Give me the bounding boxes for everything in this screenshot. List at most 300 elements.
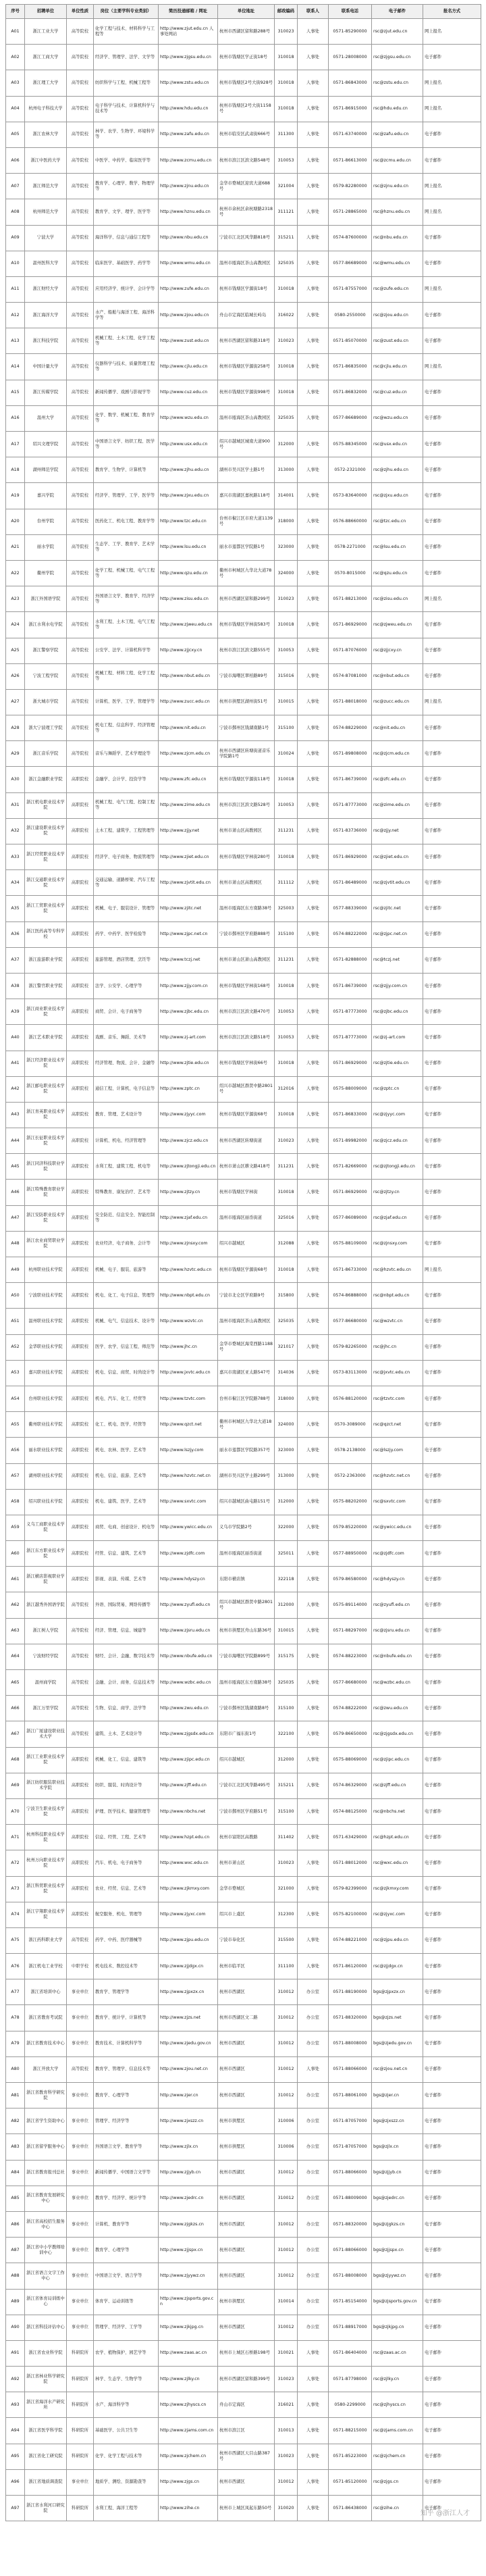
table-cell[interactable]: rsc@zj-art.com — [372, 1025, 423, 1051]
table-cell: 浙江警察学院 — [25, 638, 67, 663]
table-cell[interactable]: rsc@zisu.edu.cn — [372, 586, 423, 612]
table-cell[interactable]: http://www.wmu.edu.cn — [159, 251, 218, 276]
table-cell[interactable]: bgs@zjjspx.cn — [372, 2238, 423, 2263]
table-cell[interactable]: rsc@nbchs.net — [372, 1798, 423, 1824]
table-cell[interactable]: rsc@zjgsu.edu.cn — [372, 45, 423, 70]
table-cell[interactable]: rsc@zufe.edu.cn — [372, 276, 423, 302]
table-cell[interactable]: http://www.hzvtc.edu.cn — [159, 1257, 218, 1283]
table-cell: 人事处 — [298, 328, 329, 354]
table-cell: 杭州市滨江区滨文路555号 — [218, 638, 275, 663]
table-cell: A97 — [6, 2496, 25, 2521]
table-cell[interactable]: bgs@zjer.cn — [372, 2083, 423, 2108]
table-cell: 高等院校 — [67, 96, 94, 122]
table-cell[interactable]: http://www.zaas.ac.cn — [159, 2340, 218, 2366]
table-cell: 绍兴市越城区 — [218, 1747, 275, 1773]
table-cell: 0571-87773000 — [329, 792, 372, 818]
table-cell: 金华市婺城区迎宾大道688号 — [218, 174, 275, 199]
table-cell: 温州市瓯海区丽岙街道 — [218, 1205, 275, 1231]
table-cell[interactable]: http://www.zjdfc.com — [159, 1541, 218, 1567]
table-cell: 高职院校 — [67, 1076, 94, 1102]
table-cell[interactable]: rsc@qzct.net — [372, 1412, 423, 1438]
table-cell: 310023 — [275, 2444, 298, 2469]
table-cell[interactable]: rsc@hzpt.edu.cn — [372, 1825, 423, 1850]
table-cell: 0571-87076000 — [329, 638, 372, 663]
table-cell: 人事处 — [298, 276, 329, 302]
table-cell[interactable]: http://www.zjedrc.cn — [159, 2186, 218, 2211]
table-cell: 310053 — [275, 147, 298, 173]
table-cell[interactable]: rsc@zjweu.edu.cn — [372, 612, 423, 638]
table-cell[interactable]: http://www.zjjy.com.cn — [159, 973, 218, 999]
table-cell[interactable]: http://www.qzu.edu.cn — [159, 560, 218, 586]
table-cell: 0571-86404000 — [329, 2340, 372, 2366]
table-cell[interactable]: http://www.zcmu.edu.cn — [159, 147, 218, 173]
table-cell: 310012 — [275, 2263, 298, 2289]
table-cell: 医药化工、机电工程、教育学等 — [94, 509, 159, 534]
table-cell[interactable]: http://www.cjlu.edu.cn — [159, 354, 218, 380]
table-cell[interactable]: http://www.nbchs.net — [159, 1798, 218, 1824]
table-cell[interactable]: http://www.zjiet.edu.cn — [159, 844, 218, 870]
table-cell[interactable]: rsc@zime.edu.cn — [372, 792, 423, 818]
table-cell: 325035 — [275, 405, 298, 431]
table-cell[interactable]: rsc@zcmu.edu.cn — [372, 147, 423, 173]
table-cell[interactable]: rsc@nbufe.edu.cn — [372, 1644, 423, 1669]
table-cell[interactable]: http://www.lsu.edu.cn — [159, 534, 218, 560]
table-cell: 310053 — [275, 999, 298, 1025]
table-cell[interactable]: http://www.zjcm.edu.cn — [159, 741, 218, 767]
table-cell[interactable]: rsc@zstu.edu.cn — [372, 70, 423, 96]
table-cell[interactable]: http://www.zjjdgx.cn — [159, 1954, 218, 1979]
table-cell: 杭州市萧山区 — [218, 1850, 275, 1876]
table-cell: 0575-88069000 — [329, 1747, 372, 1773]
table-cell[interactable]: http://www.qzct.net — [159, 1412, 218, 1438]
table-cell[interactable]: http://www.zjer.cn — [159, 2083, 218, 2108]
table-cell[interactable]: rsc@zust.edu.cn — [372, 328, 423, 354]
table-cell: A65 — [6, 1670, 25, 1696]
table-cell: A24 — [6, 612, 25, 638]
table-cell: 经济学、管理学、工学、医学等 — [94, 483, 159, 509]
table-cell[interactable]: http://www.zj-art.com — [159, 1025, 218, 1051]
table-cell: 0577-86680000 — [329, 1670, 372, 1696]
table-cell: 人事处 — [298, 741, 329, 767]
table-cell: 衢州市柯城区九华北大道18号 — [218, 1412, 275, 1438]
table-cell[interactable]: http://www.zjbc.edu.cn — [159, 999, 218, 1025]
table-cell[interactable]: http://www.tzvtc.com — [159, 1386, 218, 1411]
table-cell: 事业单位 — [67, 2108, 94, 2134]
table-cell[interactable]: rsc@zjut.edu.cn — [372, 19, 423, 45]
table-cell[interactable]: rsc@nbu.edu.cn — [372, 225, 423, 251]
table-cell: 人事处 — [298, 2496, 329, 2521]
table-cell: 310013 — [275, 2418, 298, 2444]
table-cell[interactable]: rsc@zjou.net.cn — [372, 2056, 423, 2082]
table-row — [6, 1541, 481, 1567]
table-cell[interactable]: http://www.zjkmxy.com — [159, 1876, 218, 1902]
table-cell[interactable]: rsc@zjff.edu.cn — [372, 1773, 423, 1798]
table-cell[interactable]: http://www.nbpt.edu.cn — [159, 1283, 218, 1309]
table-row — [6, 2134, 481, 2160]
table-cell[interactable]: bgs@zjkjpg.cn — [372, 2315, 423, 2340]
recruitment-table — [5, 4, 481, 2521]
table-cell[interactable]: rsc@zjcz.edu.cn — [372, 1128, 423, 1154]
table-cell[interactable]: rsc@zjams.com.cn — [372, 2418, 423, 2444]
table-cell[interactable]: http://www.nbu.edu.cn — [159, 225, 218, 251]
table-row — [6, 689, 481, 715]
table-cell: 电子邮件 — [423, 1747, 481, 1773]
table-cell[interactable]: rsc@tzc.edu.cn — [372, 509, 423, 534]
table-cell[interactable]: http://www.zjgkzs.cn — [159, 2211, 218, 2237]
table-cell[interactable]: rsc@wzu.edu.cn — [372, 405, 423, 431]
table-cell[interactable]: rsc@ywicc.edu.cn — [372, 1515, 423, 1540]
table-cell[interactable]: bgs@zjgkzs.cn — [372, 2211, 423, 2237]
table-cell[interactable]: http://www.wzu.edu.cn — [159, 405, 218, 431]
table-cell[interactable]: bgs@zjjyb.cn — [372, 2160, 423, 2186]
table-cell[interactable]: rsc@zjjy.com.cn — [372, 973, 423, 999]
table-cell[interactable]: http://www.zjxu.edu.cn — [159, 483, 218, 509]
table-cell: 0575-89114000 — [329, 1592, 372, 1618]
table-cell[interactable]: http://www.zime.edu.cn — [159, 792, 218, 818]
table-cell[interactable]: http://www.zwu.edu.cn — [159, 1696, 218, 1721]
table-cell[interactable]: http://www.wzbc.edu.cn — [159, 1670, 218, 1696]
table-cell[interactable]: rsc@zjipc.edu.cn — [372, 1747, 423, 1773]
table-cell[interactable]: rsc@zwu.edu.cn — [372, 1696, 423, 1721]
table-cell[interactable]: http://www.usx.edu.cn — [159, 432, 218, 457]
table-cell[interactable]: rsc@jhc.cn — [372, 1334, 423, 1360]
table-cell[interactable]: http://www.zjnsxy.com — [159, 1231, 218, 1257]
table-cell[interactable]: rsc@lszjy.com — [372, 1438, 423, 1463]
table-cell: 杭州市西湖区 — [218, 2031, 275, 2056]
table-cell[interactable]: rsc@zihe.cn — [372, 2496, 423, 2521]
table-cell: 310012 — [275, 2005, 298, 2031]
table-cell[interactable]: http://www.zjedu.gov.cn — [159, 2031, 218, 2056]
table-cell: 特殊教育、康复治疗、艺术等 — [94, 1180, 159, 1205]
table-cell[interactable]: rsc@zucc.edu.cn — [372, 689, 423, 715]
table-cell[interactable]: rsc@zjjdgx.cn — [372, 1954, 423, 1979]
table-cell[interactable]: http://www.hzvtc.net.cn — [159, 1463, 218, 1489]
table-cell[interactable]: http://www.zjjcxy.cn — [159, 638, 218, 663]
table-cell: 0574-87081000 — [329, 663, 372, 689]
table-cell[interactable]: http://www.zjpu.edu.cn — [159, 1927, 218, 1953]
table-cell: 315100 — [275, 715, 298, 741]
table-cell[interactable]: http://www.cuz.edu.cn — [159, 380, 218, 405]
table-cell[interactable]: http://www.zjzs.net — [159, 2005, 218, 2031]
table-cell[interactable]: http://www.zyufl.edu.cn — [159, 1592, 218, 1618]
table-cell[interactable]: http://www.zucc.edu.cn — [159, 689, 218, 715]
table-cell: 杭州市钱塘区学源街68号 — [218, 1102, 275, 1128]
table-cell[interactable]: http://www.zjut.edu.cn 人事处网站 — [159, 19, 218, 45]
table-cell[interactable]: rsc@zjkmxy.com — [372, 1876, 423, 1902]
table-cell[interactable]: rsc@hdyszy.cn — [372, 1567, 423, 1592]
table-cell: A90 — [6, 2315, 25, 2340]
table-cell: 教育、管理、艺术设计等 — [94, 1102, 159, 1128]
table-row — [6, 2418, 481, 2444]
table-cell[interactable]: http://www.zjyyc.com — [159, 1102, 218, 1128]
table-cell[interactable]: http://www.zafu.edu.cn — [159, 122, 218, 147]
table-cell: A46 — [6, 1180, 25, 1205]
table-cell[interactable]: http://www.zjjy.net — [159, 818, 218, 844]
table-cell[interactable]: rsc@zjgs.cn — [372, 2469, 423, 2495]
table-cell[interactable]: http://www.zjkjpg.cn — [159, 2315, 218, 2340]
table-row — [6, 612, 481, 638]
table-cell[interactable]: rsc@zjjy.net — [372, 818, 423, 844]
table-cell: 法学、公安学、心理学等 — [94, 973, 159, 999]
table-cell[interactable]: rsc@zjtongji.edu.cn — [372, 1154, 423, 1180]
table-cell: 浙江同济科技职业学院 — [25, 1154, 67, 1180]
table-cell[interactable]: http://www.zufe.edu.cn — [159, 276, 218, 302]
table-row — [6, 1644, 481, 1669]
table-cell[interactable]: rsc@zjitc.net — [372, 896, 423, 921]
table-cell[interactable]: http://www.zjou.edu.cn — [159, 303, 218, 328]
table-cell[interactable]: http://www.zjff.edu.cn — [159, 1773, 218, 1798]
table-cell[interactable]: rsc@zjpu.edu.cn — [372, 1927, 423, 1953]
table-cell: A53 — [6, 1360, 25, 1386]
table-cell[interactable]: http://www.zjpxzx.cn — [159, 1979, 218, 2005]
table-cell[interactable]: http://www.zjyywz.cn — [159, 2263, 218, 2289]
table-row — [6, 19, 481, 45]
table-cell[interactable]: http://www.zjhyscs.cn — [159, 2392, 218, 2418]
table-cell: 宁波市鄞州区学府路51号 — [218, 1798, 275, 1824]
table-cell[interactable]: rsc@zjvtit.edu.cn — [372, 870, 423, 896]
table-cell: 310018 — [275, 1102, 298, 1128]
table-cell: 0574-88125000 — [329, 1798, 372, 1824]
table-cell[interactable]: http://www.jhc.cn — [159, 1334, 218, 1360]
table-cell[interactable]: rsc@zaas.ac.cn — [372, 2340, 423, 2366]
table-cell[interactable]: rsc@zptc.cn — [372, 1076, 423, 1102]
table-cell[interactable]: rsc@zjdfc.com — [372, 1541, 423, 1567]
table-cell[interactable]: bgs@zjlx.cn — [372, 2134, 423, 2160]
table-cell[interactable]: http://www.zjgs.cn — [159, 2469, 218, 2495]
table-cell[interactable]: rsc@zjnsxy.com — [372, 1231, 423, 1257]
table-cell: 人事处 — [298, 174, 329, 199]
table-cell[interactable]: rsc@zjchem.cn — [372, 2444, 423, 2469]
table-cell[interactable]: http://www.zfc.edu.cn — [159, 767, 218, 792]
table-cell[interactable]: rsc@zjgsdx.edu.cn — [372, 1721, 423, 1747]
table-cell: 高等院校 — [67, 328, 94, 354]
table-cell[interactable]: rsc@zafu.edu.cn — [372, 122, 423, 147]
table-cell[interactable]: rsc@nit.edu.cn — [372, 715, 423, 741]
table-cell[interactable]: rsc@zjyyc.com — [372, 1102, 423, 1128]
table-cell[interactable]: rsc@zjlky.cn — [372, 2367, 423, 2392]
table-cell: 水利工程、建筑工程、机电等 — [94, 1154, 159, 1180]
table-cell[interactable]: http://www.wzvtc.cn — [159, 1309, 218, 1334]
table-cell[interactable]: rsc@zjsru.edu.cn — [372, 1618, 423, 1644]
column-header: 单位地址 — [218, 5, 275, 19]
table-cell[interactable]: http://www.tzc.edu.cn — [159, 509, 218, 534]
table-cell[interactable]: http://www.zptc.cn — [159, 1076, 218, 1102]
table-cell: 0571-86833000 — [329, 1102, 372, 1128]
table-cell[interactable]: rsc@tzvtc.com — [372, 1386, 423, 1411]
table-cell[interactable]: rsc@hdu.edu.cn — [372, 96, 423, 122]
table-cell[interactable]: rsc@lsu.edu.cn — [372, 534, 423, 560]
table-row — [6, 870, 481, 896]
table-cell[interactable]: http://www.tczj.net — [159, 947, 218, 973]
table-cell: 事业单位 — [67, 2263, 94, 2289]
table-cell: 医学、农学、信息工程、师范等 — [94, 1334, 159, 1360]
table-cell[interactable]: http://www.zstu.edu.cn — [159, 70, 218, 96]
table-cell: 舟山市定海区临城长峙岛 — [218, 303, 275, 328]
table-cell[interactable]: rsc@zyufl.edu.cn — [372, 1592, 423, 1618]
table-cell[interactable]: rsc@tczj.net — [372, 947, 423, 973]
table-cell[interactable]: http://www.zjsru.edu.cn — [159, 1618, 218, 1644]
table-cell[interactable]: rsc@nbut.edu.cn — [372, 663, 423, 689]
table-row — [6, 2160, 481, 2186]
table-cell[interactable]: bgs@zjedu.gov.cn — [372, 2031, 423, 2056]
table-cell: 0571-87773000 — [329, 1025, 372, 1051]
table-cell[interactable]: http://www.zjjspx.cn — [159, 2238, 218, 2263]
table-cell: 科研院所 — [67, 2496, 94, 2521]
table-cell: 机械工程、材料工程、化学工程等 — [94, 663, 159, 689]
table-cell: 杭州市钱塘区学林街168号 — [218, 973, 275, 999]
table-cell: 310012 — [275, 2186, 298, 2211]
table-row — [6, 2005, 481, 2031]
table-cell[interactable]: http://www.zjtzy.cn — [159, 1180, 218, 1205]
table-cell: 人事处 — [298, 663, 329, 689]
table-cell[interactable]: http://www.zjvtit.edu.cn — [159, 870, 218, 896]
table-cell[interactable]: http://www.hzpt.edu.cn — [159, 1825, 218, 1850]
table-cell[interactable]: http://www.zjitc.net — [159, 896, 218, 921]
table-cell[interactable]: rsc@zjjcxy.cn — [372, 638, 423, 663]
table-cell: 浙江药科职业大学 — [25, 1927, 67, 1953]
table-cell[interactable]: http://www.zjgsu.edu.cn — [159, 45, 218, 70]
table-cell[interactable]: rsc@hzvtc.net.cn — [372, 1463, 423, 1489]
table-cell: 电子邮件 — [423, 1231, 481, 1257]
table-cell[interactable]: rsc@sxvtc.com — [372, 1489, 423, 1515]
table-cell[interactable]: rsc@wzbc.edu.cn — [372, 1670, 423, 1696]
table-cell[interactable]: rsc@zjtie.edu.cn — [372, 1051, 423, 1076]
table-cell: 电子邮件 — [423, 45, 481, 70]
table-cell[interactable]: rsc@zjcm.edu.cn — [372, 741, 423, 767]
table-cell: 人事处 — [298, 1412, 329, 1438]
table-cell[interactable]: http://www.zisu.edu.cn — [159, 586, 218, 612]
table-cell[interactable]: http://www.zjlx.cn — [159, 2134, 218, 2160]
table-cell: 310018 — [275, 354, 298, 380]
table-cell[interactable]: rsc@usx.edu.cn — [372, 432, 423, 457]
table-cell[interactable]: rsc@zjyxc.com — [372, 1902, 423, 1927]
table-cell[interactable]: rsc@zjou.edu.cn — [372, 303, 423, 328]
table-cell: 电子邮件 — [423, 999, 481, 1025]
table-cell[interactable]: http://www.lszjy.com — [159, 1438, 218, 1463]
table-cell[interactable]: rsc@wxc.edu.cn — [372, 1850, 423, 1876]
table-cell[interactable]: http://www.jxvtc.edu.cn — [159, 1360, 218, 1386]
table-cell[interactable]: http://www.zjyxc.com — [159, 1902, 218, 1927]
table-cell[interactable]: rsc@zjxu.edu.cn — [372, 483, 423, 509]
table-cell[interactable]: http://www.zjchem.cn — [159, 2444, 218, 2469]
table-cell[interactable]: rsc@hzvtc.edu.cn — [372, 1257, 423, 1283]
table-cell[interactable]: rsc@zjtzy.cn — [372, 1180, 423, 1205]
table-cell: 教育学、经济学、统计学等 — [94, 2186, 159, 2211]
table-cell[interactable]: http://www.zjsports.gov.cn — [159, 2289, 218, 2315]
table-cell: 0579-82265000 — [329, 1334, 372, 1360]
table-cell: 嘉兴市南湖区亚太路547号 — [218, 1360, 275, 1386]
table-cell[interactable]: rsc@zjbc.edu.cn — [372, 999, 423, 1025]
table-cell[interactable]: http://www.zihe.cn — [159, 2496, 218, 2521]
table-cell[interactable]: rsc@jxvtc.edu.cn — [372, 1360, 423, 1386]
table-cell: 浙江工贸职业技术学院 — [25, 896, 67, 921]
table-cell[interactable]: http://www.zjaf.edu.cn — [159, 1205, 218, 1231]
table-cell[interactable]: rsc@wzvtc.cn — [372, 1309, 423, 1334]
table-cell[interactable]: bgs@zjyywz.cn — [372, 2263, 423, 2289]
table-cell: 人事处 — [298, 1954, 329, 1979]
table-cell: 0571-86733000 — [329, 1257, 372, 1283]
table-cell[interactable]: http://www.zjxszz.cn — [159, 2108, 218, 2134]
table-cell[interactable]: rsc@zjpc.net.cn — [372, 921, 423, 947]
table-cell: 人事处 — [298, 767, 329, 792]
table-cell[interactable]: bgs@zjsports.gov.cn — [372, 2289, 423, 2315]
table-cell[interactable]: http://www.sxvtc.com — [159, 1489, 218, 1515]
table-cell: A20 — [6, 509, 25, 534]
table-cell[interactable]: http://www.zjtie.edu.cn — [159, 1051, 218, 1076]
table-cell[interactable]: http://www.zjlky.cn — [159, 2367, 218, 2392]
table-cell[interactable]: http://www.zjams.com.cn — [159, 2418, 218, 2444]
table-cell: 绍兴市上虞区 — [218, 1902, 275, 1927]
table-cell[interactable]: bgs@zjxszz.cn — [372, 2108, 423, 2134]
table-cell[interactable]: http://www.nbufe.edu.cn — [159, 1644, 218, 1669]
table-cell[interactable]: rsc@cuz.edu.cn — [372, 380, 423, 405]
table-cell[interactable]: rsc@zjhu.edu.cn — [372, 457, 423, 483]
table-cell[interactable]: http://www.nit.edu.cn — [159, 715, 218, 741]
table-cell: 311231 — [275, 1154, 298, 1180]
table-cell[interactable]: rsc@zfc.edu.cn — [372, 767, 423, 792]
table-cell[interactable]: bgs@zjedrc.cn — [372, 2186, 423, 2211]
table-cell: 农业经济、电子商务、会计等 — [94, 1231, 159, 1257]
table-cell[interactable]: http://www.hdu.edu.cn — [159, 96, 218, 122]
table-cell[interactable]: http://www.zjtongji.edu.cn — [159, 1154, 218, 1180]
table-cell: 人事处 — [298, 1825, 329, 1850]
table-cell[interactable]: http://www.zjcz.edu.cn — [159, 1128, 218, 1154]
table-cell[interactable]: rsc@nbpt.edu.cn — [372, 1283, 423, 1309]
table-cell: 310023 — [275, 328, 298, 354]
table-cell[interactable]: http://www.zjou.net.cn — [159, 2056, 218, 2082]
table-cell: 0571-88917000 — [329, 2315, 372, 2340]
table-cell: 杭州市西湖区转塘街道音乐学院路1号 — [218, 741, 275, 767]
header-row — [6, 5, 481, 19]
table-cell[interactable]: rsc@hznu.edu.cn — [372, 199, 423, 225]
table-cell[interactable]: http://www.zjipc.edu.cn — [159, 1747, 218, 1773]
table-cell: 新闻传播学、中国语言文学等 — [94, 2160, 159, 2186]
table-cell: 嘉兴学院 — [25, 483, 67, 509]
table-cell[interactable]: http://www.zjnu.edu.cn — [159, 174, 218, 199]
table-cell[interactable]: rsc@zjaf.edu.cn — [372, 1205, 423, 1231]
table-cell[interactable]: http://www.zust.edu.cn — [159, 328, 218, 354]
table-cell[interactable]: bgs@zjzs.net — [372, 2005, 423, 2031]
table-cell[interactable]: http://www.hznu.edu.cn — [159, 199, 218, 225]
table-cell[interactable]: rsc@zjiet.edu.cn — [372, 844, 423, 870]
table-cell: 电子邮件 — [423, 380, 481, 405]
table-cell[interactable]: http://www.zjhu.edu.cn — [159, 457, 218, 483]
table-cell: A34 — [6, 870, 25, 896]
table-cell[interactable]: http://www.zjpc.net.cn — [159, 921, 218, 947]
table-cell[interactable]: http://www.zjweu.edu.cn — [159, 612, 218, 638]
table-cell[interactable]: rsc@zjhyscs.cn — [372, 2392, 423, 2418]
table-cell[interactable]: rsc@wmu.edu.cn — [372, 251, 423, 276]
table-cell: 宁波市江北区风华路495号 — [218, 1773, 275, 1798]
table-cell[interactable]: http://www.zjjyb.cn — [159, 2160, 218, 2186]
table-cell: 安全防范、信息安全、智能控制等 — [94, 1205, 159, 1231]
table-cell[interactable]: http://www.hdyszy.cn — [159, 1567, 218, 1592]
table-cell: 化学、化学工程与技术等 — [94, 2444, 159, 2469]
table-cell[interactable]: rsc@zjnu.edu.cn — [372, 174, 423, 199]
table-cell[interactable]: bgs@zjpxzx.cn — [372, 1979, 423, 2005]
table-cell[interactable]: http://www.wxc.edu.cn — [159, 1850, 218, 1876]
table-cell: A18 — [6, 457, 25, 483]
table-cell[interactable]: rsc@qzu.edu.cn — [372, 560, 423, 586]
table-cell[interactable]: http://www.zjgsdx.edu.cn — [159, 1721, 218, 1747]
table-cell[interactable]: http://www.ywicc.edu.cn — [159, 1515, 218, 1540]
table-cell: 高等院校 — [67, 689, 94, 715]
table-cell[interactable]: http://www.nbut.edu.cn — [159, 663, 218, 689]
table-cell: A52 — [6, 1334, 25, 1360]
table-cell[interactable]: rsc@cjlu.edu.cn — [372, 354, 423, 380]
table-cell: A80 — [6, 2056, 25, 2082]
table-cell: A48 — [6, 1231, 25, 1257]
